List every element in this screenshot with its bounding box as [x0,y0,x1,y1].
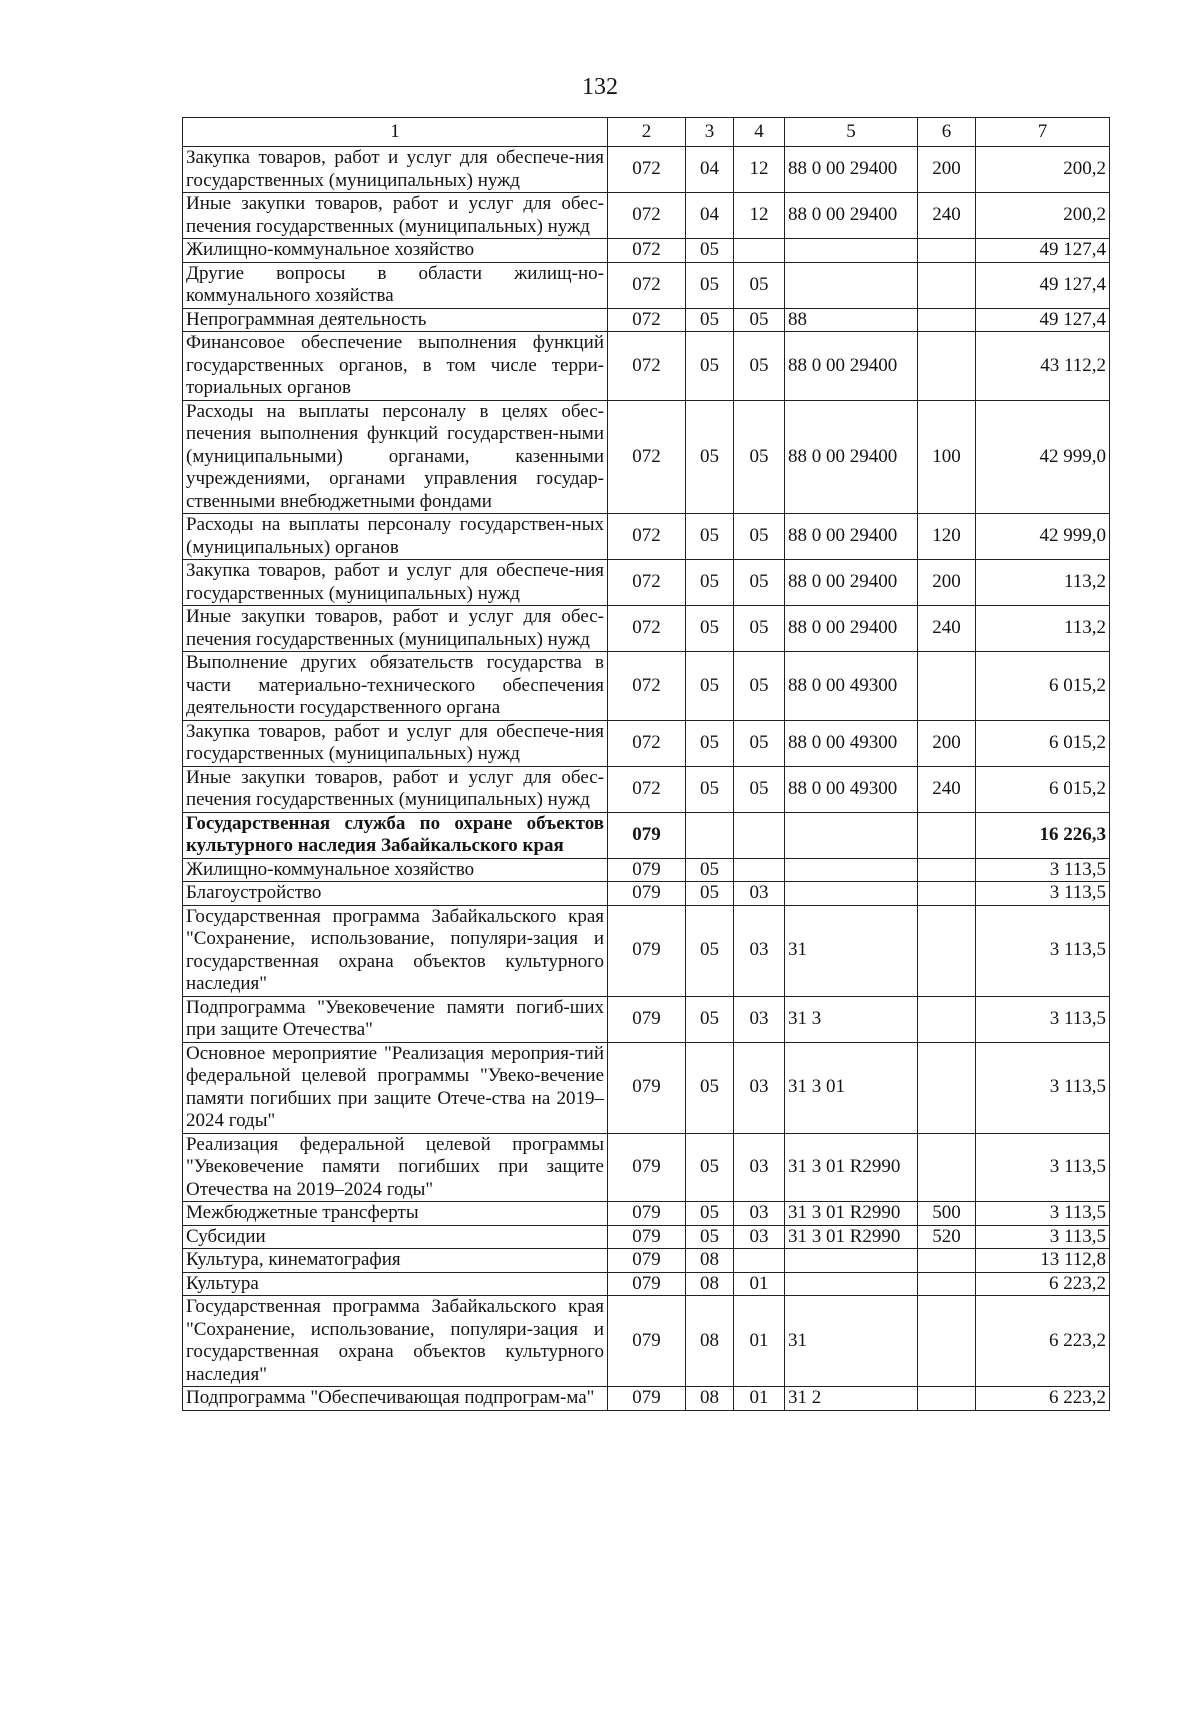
cell-target-article-code [785,882,918,906]
cell-subsection-code: 03 [734,905,785,996]
cell-admin-code: 079 [608,905,686,996]
cell-admin-code: 079 [608,812,686,858]
cell-expense-type-code [918,1296,976,1387]
cell-amount: 43 112,2 [976,332,1110,401]
cell-subsection-code: 05 [734,400,785,514]
cell-section-code: 05 [686,308,734,332]
cell-amount: 13 112,8 [976,1249,1110,1273]
cell-item-name: Непрограммная деятельность [183,308,608,332]
table-row [183,1272,1110,1296]
cell-subsection-code: 05 [734,560,785,606]
cell-item-name: Государственная программа Забайкальского края "Сохранение, использование, популяри-зация и государственная охрана объектов культурного наследия" [183,905,608,996]
cell-item-name: Расходы на выплаты персоналу государствен-ных (муниципальных) органов [183,514,608,560]
cell-item-name: Жилищно-коммунальное хозяйство [183,858,608,882]
cell-admin-code: 072 [608,308,686,332]
cell-admin-code: 079 [608,1296,686,1387]
cell-admin-code: 079 [608,1225,686,1249]
cell-amount: 3 113,5 [976,858,1110,882]
header-col-7: 7 [976,118,1110,147]
cell-section-code: 05 [686,766,734,812]
cell-target-article-code [785,239,918,263]
cell-amount: 3 113,5 [976,996,1110,1042]
cell-section-code: 08 [686,1387,734,1411]
cell-item-name: Выполнение других обязательств государства в части материально-технического обеспечения деятельности государственного органа [183,652,608,721]
cell-expense-type-code [918,332,976,401]
cell-section-code: 05 [686,1133,734,1202]
cell-item-name: Благоустройство [183,882,608,906]
cell-section-code: 05 [686,720,734,766]
cell-admin-code: 079 [608,1133,686,1202]
cell-admin-code: 072 [608,193,686,239]
cell-section-code: 05 [686,905,734,996]
cell-amount: 42 999,0 [976,514,1110,560]
cell-item-name: Иные закупки товаров, работ и услуг для обес-печения государственных (муниципальных) нужд [183,606,608,652]
cell-subsection-code: 03 [734,1133,785,1202]
cell-expense-type-code [918,652,976,721]
cell-expense-type-code: 200 [918,147,976,193]
cell-subsection-code: 05 [734,606,785,652]
cell-subsection-code: 03 [734,1042,785,1133]
cell-target-article-code: 31 2 [785,1387,918,1411]
cell-amount: 6 015,2 [976,720,1110,766]
cell-target-article-code: 31 [785,905,918,996]
cell-subsection-code: 03 [734,1225,785,1249]
cell-subsection-code: 01 [734,1272,785,1296]
table-row [183,332,1110,401]
cell-target-article-code [785,812,918,858]
cell-admin-code: 079 [608,1387,686,1411]
table-row [183,812,1110,858]
cell-amount: 6 223,2 [976,1296,1110,1387]
table-row [183,239,1110,263]
cell-section-code: 08 [686,1249,734,1273]
cell-expense-type-code [918,1249,976,1273]
cell-expense-type-code: 200 [918,720,976,766]
cell-admin-code: 072 [608,560,686,606]
cell-target-article-code: 31 3 01 R2990 [785,1202,918,1226]
cell-item-name: Межбюджетные трансферты [183,1202,608,1226]
cell-subsection-code [734,858,785,882]
cell-section-code: 05 [686,652,734,721]
cell-section-code: 08 [686,1272,734,1296]
table-row [183,1042,1110,1133]
table-row [183,606,1110,652]
header-col-1: 1 [183,118,608,147]
table-body [183,147,1110,1411]
cell-item-name: Субсидии [183,1225,608,1249]
cell-amount: 16 226,3 [976,812,1110,858]
cell-item-name: Культура, кинематография [183,1249,608,1273]
cell-expense-type-code [918,262,976,308]
cell-expense-type-code [918,858,976,882]
cell-admin-code: 079 [608,1202,686,1226]
table-row [183,858,1110,882]
cell-target-article-code: 88 0 00 49300 [785,652,918,721]
cell-item-name: Подпрограмма "Обеспечивающая подпрограм-ма" [183,1387,608,1411]
cell-expense-type-code [918,1133,976,1202]
table-row [183,147,1110,193]
cell-target-article-code: 88 0 00 29400 [785,332,918,401]
cell-target-article-code: 88 0 00 29400 [785,514,918,560]
header-col-3: 3 [686,118,734,147]
cell-section-code: 05 [686,996,734,1042]
cell-section-code: 05 [686,514,734,560]
header-row [183,118,1110,147]
cell-item-name: Основное мероприятие "Реализация мероприя-тий федеральной целевой программы "Увеко-вечение памяти погибших при защите Отече-ства на 2019–2024 годы" [183,1042,608,1133]
cell-target-article-code: 88 0 00 49300 [785,720,918,766]
cell-target-article-code: 31 3 01 R2990 [785,1225,918,1249]
cell-admin-code: 079 [608,882,686,906]
cell-admin-code: 072 [608,332,686,401]
cell-admin-code: 072 [608,514,686,560]
cell-subsection-code [734,812,785,858]
cell-section-code: 05 [686,262,734,308]
cell-section-code [686,812,734,858]
cell-expense-type-code [918,812,976,858]
cell-target-article-code: 88 0 00 29400 [785,147,918,193]
cell-subsection-code [734,1249,785,1273]
cell-section-code: 05 [686,400,734,514]
table-row [183,720,1110,766]
budget-table [182,117,1110,1411]
table-row [183,652,1110,721]
cell-item-name: Государственная служба по охране объектов культурного наследия Забайкальского края [183,812,608,858]
cell-item-name: Иные закупки товаров, работ и услуг для обес-печения государственных (муниципальных) нужд [183,766,608,812]
table-row [183,262,1110,308]
cell-admin-code: 072 [608,239,686,263]
header-col-6: 6 [918,118,976,147]
cell-subsection-code: 03 [734,1202,785,1226]
cell-section-code: 05 [686,1042,734,1133]
cell-subsection-code: 03 [734,882,785,906]
table-row [183,193,1110,239]
cell-subsection-code: 05 [734,332,785,401]
table-row [183,1133,1110,1202]
cell-item-name: Закупка товаров, работ и услуг для обеспече-ния государственных (муниципальных) нужд [183,560,608,606]
cell-expense-type-code [918,1387,976,1411]
cell-admin-code: 072 [608,147,686,193]
cell-expense-type-code: 100 [918,400,976,514]
table-row [183,400,1110,514]
cell-section-code: 05 [686,1202,734,1226]
cell-section-code: 05 [686,239,734,263]
cell-amount: 6 223,2 [976,1387,1110,1411]
cell-item-name: Жилищно-коммунальное хозяйство [183,239,608,263]
cell-section-code: 08 [686,1296,734,1387]
cell-admin-code: 072 [608,606,686,652]
cell-section-code: 05 [686,858,734,882]
cell-section-code: 05 [686,560,734,606]
header-col-4: 4 [734,118,785,147]
cell-amount: 3 113,5 [976,882,1110,906]
cell-target-article-code: 31 3 01 R2990 [785,1133,918,1202]
cell-amount: 49 127,4 [976,308,1110,332]
cell-expense-type-code: 520 [918,1225,976,1249]
cell-amount: 42 999,0 [976,400,1110,514]
cell-section-code: 04 [686,193,734,239]
cell-amount: 113,2 [976,560,1110,606]
cell-admin-code: 079 [608,1042,686,1133]
cell-subsection-code: 03 [734,996,785,1042]
table-row [183,514,1110,560]
cell-amount: 3 113,5 [976,1133,1110,1202]
cell-amount: 3 113,5 [976,1202,1110,1226]
cell-expense-type-code [918,1042,976,1133]
cell-admin-code: 072 [608,652,686,721]
cell-expense-type-code [918,882,976,906]
cell-item-name: Закупка товаров, работ и услуг для обеспече-ния государственных (муниципальных) нужд [183,720,608,766]
cell-target-article-code: 31 [785,1296,918,1387]
cell-target-article-code: 88 0 00 29400 [785,400,918,514]
cell-target-article-code: 88 0 00 29400 [785,193,918,239]
cell-amount: 3 113,5 [976,905,1110,996]
cell-expense-type-code [918,1272,976,1296]
cell-expense-type-code [918,239,976,263]
cell-subsection-code: 05 [734,652,785,721]
table-row [183,996,1110,1042]
cell-expense-type-code: 200 [918,560,976,606]
cell-section-code: 05 [686,882,734,906]
cell-amount: 49 127,4 [976,262,1110,308]
cell-target-article-code [785,1272,918,1296]
cell-subsection-code: 05 [734,262,785,308]
cell-target-article-code: 88 [785,308,918,332]
cell-target-article-code: 88 0 00 49300 [785,766,918,812]
cell-expense-type-code [918,905,976,996]
cell-amount: 6 015,2 [976,766,1110,812]
cell-target-article-code: 88 0 00 29400 [785,560,918,606]
cell-section-code: 05 [686,606,734,652]
table-row [183,1249,1110,1273]
cell-admin-code: 072 [608,262,686,308]
cell-amount: 113,2 [976,606,1110,652]
cell-section-code: 05 [686,1225,734,1249]
cell-expense-type-code [918,996,976,1042]
cell-admin-code: 079 [608,858,686,882]
table-row [183,1202,1110,1226]
cell-expense-type-code: 500 [918,1202,976,1226]
cell-subsection-code: 01 [734,1387,785,1411]
cell-expense-type-code: 240 [918,193,976,239]
cell-expense-type-code: 240 [918,766,976,812]
table-row [183,1296,1110,1387]
cell-subsection-code: 12 [734,147,785,193]
cell-amount: 6 223,2 [976,1272,1110,1296]
cell-admin-code: 072 [608,766,686,812]
cell-item-name: Расходы на выплаты персоналу в целях обес-печения выполнения функций государствен-ными (муниципальными) органами, казенными учреждениями, органами управления государ-ственными внебюджетными фондами [183,400,608,514]
cell-item-name: Подпрограмма "Увековечение памяти погиб-ших при защите Отечества" [183,996,608,1042]
table-row [183,560,1110,606]
cell-item-name: Государственная программа Забайкальского края "Сохранение, использование, популяри-зация и государственная охрана объектов культурного наследия" [183,1296,608,1387]
cell-admin-code: 079 [608,996,686,1042]
table-row [183,766,1110,812]
cell-target-article-code [785,1249,918,1273]
cell-target-article-code [785,858,918,882]
table-row [183,882,1110,906]
cell-subsection-code: 12 [734,193,785,239]
cell-item-name: Культура [183,1272,608,1296]
cell-subsection-code: 05 [734,720,785,766]
page-number: 132 [582,74,618,100]
cell-admin-code: 079 [608,1272,686,1296]
cell-section-code: 04 [686,147,734,193]
cell-expense-type-code: 240 [918,606,976,652]
cell-amount: 3 113,5 [976,1225,1110,1249]
header-col-5: 5 [785,118,918,147]
table-row [183,308,1110,332]
table-row [183,905,1110,996]
cell-subsection-code: 05 [734,766,785,812]
cell-admin-code: 072 [608,720,686,766]
cell-target-article-code: 31 3 [785,996,918,1042]
cell-subsection-code [734,239,785,263]
cell-item-name: Финансовое обеспечение выполнения функций государственных органов, в том числе терри-ториальных органов [183,332,608,401]
cell-amount: 200,2 [976,147,1110,193]
cell-target-article-code: 88 0 00 29400 [785,606,918,652]
cell-admin-code: 079 [608,1249,686,1273]
table-row [183,1225,1110,1249]
cell-admin-code: 072 [608,400,686,514]
cell-amount: 3 113,5 [976,1042,1110,1133]
cell-target-article-code: 31 3 01 [785,1042,918,1133]
cell-section-code: 05 [686,332,734,401]
cell-amount: 200,2 [976,193,1110,239]
cell-subsection-code: 01 [734,1296,785,1387]
cell-amount: 6 015,2 [976,652,1110,721]
cell-expense-type-code: 120 [918,514,976,560]
cell-item-name: Иные закупки товаров, работ и услуг для обес-печения государственных (муниципальных) нужд [183,193,608,239]
header-col-2: 2 [608,118,686,147]
cell-item-name: Другие вопросы в области жилищ-но-коммунального хозяйства [183,262,608,308]
cell-subsection-code: 05 [734,308,785,332]
cell-target-article-code [785,262,918,308]
table-row [183,1387,1110,1411]
cell-expense-type-code [918,308,976,332]
cell-subsection-code: 05 [734,514,785,560]
cell-item-name: Реализация федеральной целевой программы "Увековечение памяти погибших при защите Отечества на 2019–2024 годы" [183,1133,608,1202]
cell-amount: 49 127,4 [976,239,1110,263]
cell-item-name: Закупка товаров, работ и услуг для обеспече-ния государственных (муниципальных) нужд [183,147,608,193]
